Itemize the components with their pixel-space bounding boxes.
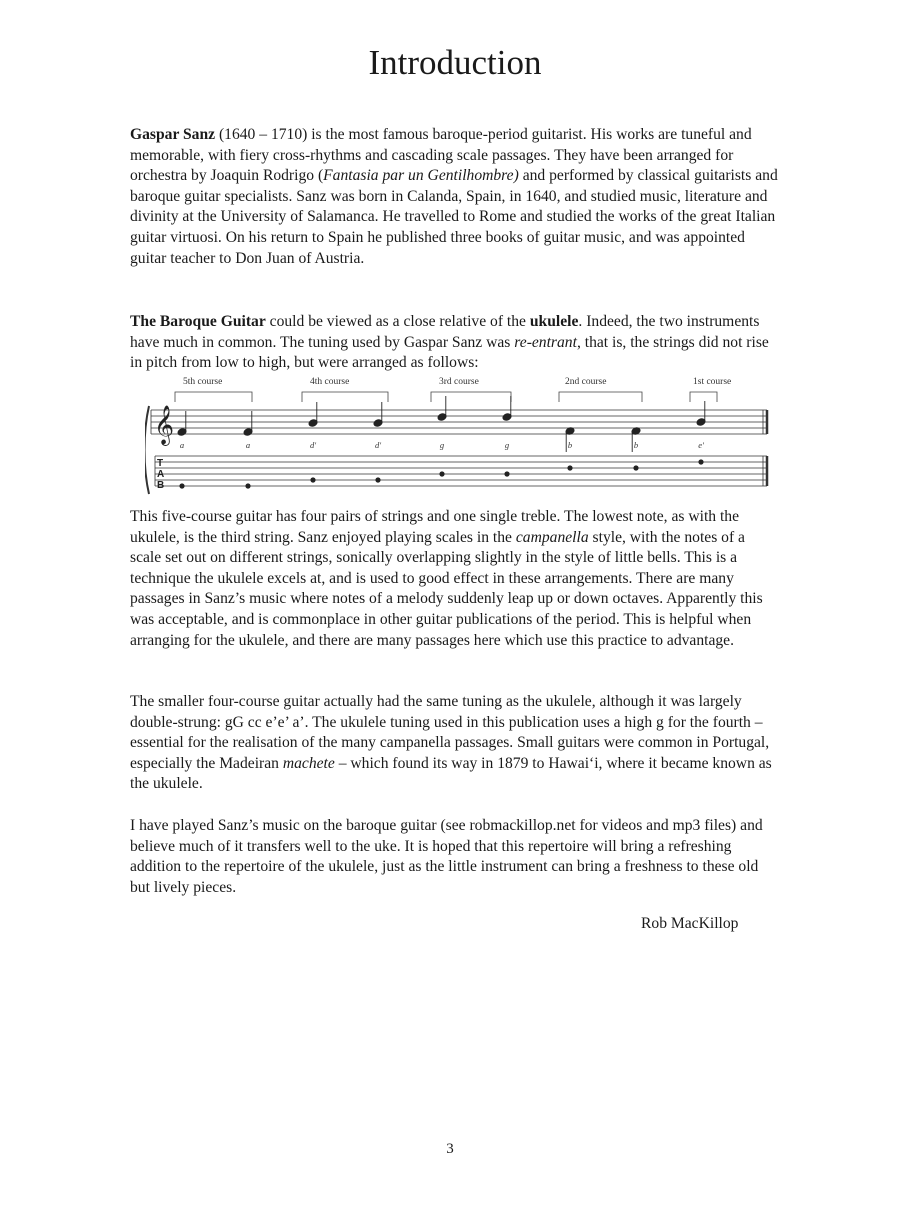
paragraph-four-course <box>130 692 780 795</box>
note-name-label: d' <box>374 440 382 450</box>
course-label: 5th course <box>183 377 223 387</box>
paragraph-text: – which found its way in 1879 to Hawai‘i, where it became known as the ukulele. <box>130 754 772 793</box>
tab-open-string-dot <box>310 477 315 482</box>
tab-open-string-dot <box>375 477 380 482</box>
paragraph-text: style, with the notes of a scale set out on different strings, sonically overlapping slightly in the style of little bells. This is a technique the ukulele excels at, and is used to good effect in these arrangements. There are many passages in Sanz’s music where notes of a melody suddenly leap up or down octaves. Apparently this was acceptable, and is commonplace in other guitar publications of the period. This is helpful when arranging for the ukulele, and there are many passages here which use this practice to advantage. <box>130 528 763 649</box>
paragraph-text: (1640 – 1710) is the most famous baroque-period guitarist. His works are tuneful and memorable, with fiery cross-rhythms and cascading scale passages. They have been arranged for orchestra by Joaquin Rodrigo ( <box>130 126 752 185</box>
italic-term: machete <box>282 754 335 772</box>
italic-term: campanella <box>515 528 589 546</box>
paragraph-closing <box>130 816 780 898</box>
italic-work-title: Fantasia par un Gentilhombre) <box>323 167 519 185</box>
bold-ukulele: ukulele <box>529 313 579 330</box>
bold-name: Gaspar Sanz <box>130 126 216 143</box>
course-label: 3rd course <box>439 377 479 387</box>
course-label: 2nd course <box>565 377 607 387</box>
paragraph-text: . Indeed, the two instruments have much in common. The tuning used by Gaspar Sanz was <box>130 313 760 351</box>
paragraph-five-course <box>130 507 780 651</box>
tab-clef-b: B <box>157 480 165 491</box>
tab-staff <box>155 456 767 486</box>
note-name-label: g <box>439 440 445 450</box>
paragraph-text: The smaller four-course guitar actually had the same tuning as the ukulele, although it was largely double-strung: gG cc e’e’ a’. The ukulele tuning used in this publication uses a high g for the fourth – essential for the realisation of the many campanella passages. Small guitars were common in Portugal, especially the Madeiran <box>130 693 770 772</box>
system-brace <box>145 406 149 494</box>
tab-open-string-dot <box>245 483 250 488</box>
tab-clef-a: A <box>157 469 165 480</box>
tab-open-string-dot <box>504 471 509 476</box>
page-number: 3 <box>446 1141 454 1157</box>
paragraph-gaspar-sanz <box>130 125 780 269</box>
paragraph-text: could be viewed as a close relative of the <box>265 313 530 330</box>
tab-open-string-dot <box>698 459 703 464</box>
tuning-notation-figure <box>145 372 775 498</box>
italic-term: re-entrant <box>514 333 577 351</box>
tab-open-string-dot <box>567 465 572 470</box>
note-name-label: a <box>245 440 251 450</box>
tab-open-string-dot <box>633 465 638 470</box>
page-title: Introduction <box>368 43 542 82</box>
treble-clef-icon: 𝄞 <box>154 405 175 445</box>
tab-clef-t: T <box>157 458 164 469</box>
note-name-label: a <box>179 440 185 450</box>
note-name-label: d' <box>309 440 317 450</box>
paragraph-text: I have played Sanz’s music on the baroque guitar (see robmackillop.net for videos and mp3 files) and believe much of it transfers well to the uke. It is hoped that this repertoire will bring a refreshing addition to the repertoire of the ukulele, just as the little instrument can bring a freshness to these old but lively pieces. <box>130 817 763 896</box>
paragraph-text: This five-course guitar has four pairs of strings and one single treble. The lowest note, as with the ukulele, is the third string. Sanz enjoyed playing scales in the <box>130 508 740 546</box>
paragraph-baroque-guitar <box>130 312 780 374</box>
tab-open-string-dot <box>439 471 444 476</box>
course-label: 1st course <box>693 377 732 387</box>
note-name-label: b <box>567 440 573 450</box>
tab-open-string-dot <box>179 483 184 488</box>
paragraph-text: , that is, the strings did not rise in pitch from low to high, but were arranged as follows: <box>130 333 769 372</box>
music-staff <box>151 410 767 434</box>
paragraph-text: and performed by classical guitarists and baroque guitar specialists. Sanz was born in Calanda, Spain, in 1640, and studied music, literature and divinity at the University of Salamanca. He travelled to Rome and studied the works of the great Italian guitar virtuosi. On his return to Spain he published three books of guitar music, and was appointed guitar teacher to Don Juan of Austria. <box>130 167 778 267</box>
note-name-label: g <box>504 440 510 450</box>
author-signature: Rob MacKillop <box>641 915 739 932</box>
course-label: 4th course <box>310 377 350 387</box>
note-name-label: e' <box>698 440 704 450</box>
note-name-label: b <box>633 440 639 450</box>
bold-subject: The Baroque Guitar <box>130 313 266 330</box>
